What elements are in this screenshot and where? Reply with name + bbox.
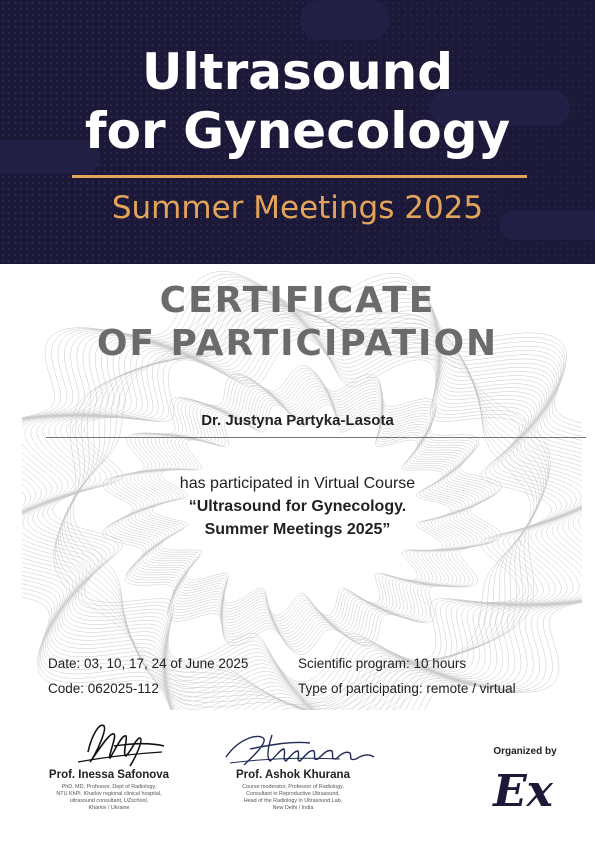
gold-divider bbox=[72, 175, 527, 178]
signatory-name-safonova: Prof. Inessa Safonova bbox=[48, 769, 170, 781]
event-title-line1: Ultrasound bbox=[141, 43, 454, 101]
signature-khurana bbox=[220, 727, 380, 773]
scientific-program: Scientific program: 10 hours bbox=[298, 656, 467, 671]
signatory-desc-khurana bbox=[204, 784, 382, 812]
header-banner bbox=[0, 0, 595, 264]
certificate-code: Code: 062025-112 bbox=[48, 681, 159, 696]
certificate-heading-line1: CERTIFICATE bbox=[159, 280, 436, 321]
signatory-desc-line: Consultant in Reproductive Ultrasound, bbox=[246, 791, 340, 797]
recipient-underline bbox=[46, 437, 586, 438]
signatory-desc-line: New Delhi / India bbox=[272, 805, 314, 811]
signatory-name-khurana: Prof. Ashok Khurana bbox=[236, 769, 350, 781]
signatory-desc-safonova bbox=[20, 784, 198, 812]
organizer-logo-text: Ex bbox=[493, 766, 553, 816]
organized-by-label: Organized by bbox=[493, 746, 557, 757]
signatory-desc-line: NTU KhPI, Kharkiv regional clinical hospital, bbox=[56, 791, 162, 797]
certificate-heading-line2: OF PARTICIPATION bbox=[96, 323, 499, 364]
signatory-desc-line: PhD, MD, Professor, Dept of Radiology, bbox=[61, 784, 157, 790]
organizer-logo bbox=[478, 758, 568, 816]
signatory-desc-line: Head of the Radiology in Ultrasound Lab, bbox=[243, 798, 343, 804]
event-title-line2: for Gynecology bbox=[84, 102, 511, 160]
signatory-desc-line: ultrasound consultant, UZschool, bbox=[69, 798, 149, 804]
course-name-line2: Summer Meetings 2025” bbox=[204, 521, 391, 538]
participation-statement: has participated in Virtual Course bbox=[179, 475, 416, 492]
course-dates: Date: 03, 10, 17, 24 of June 2025 bbox=[48, 656, 249, 671]
signatory-desc-line: Course moderator, Professor of Radiology, bbox=[242, 784, 344, 790]
signatory-desc-line: Kharkiv / Ukraine bbox=[88, 805, 130, 811]
participation-type: Type of participating: remote / virtual bbox=[298, 681, 516, 696]
course-name-line1: “Ultrasound for Gynecology. bbox=[188, 498, 407, 515]
recipient-name: Dr. Justyna Partyka-Lasota bbox=[201, 412, 394, 429]
signature-safonova bbox=[70, 712, 170, 770]
event-subtitle: Summer Meetings 2025 bbox=[111, 190, 484, 226]
